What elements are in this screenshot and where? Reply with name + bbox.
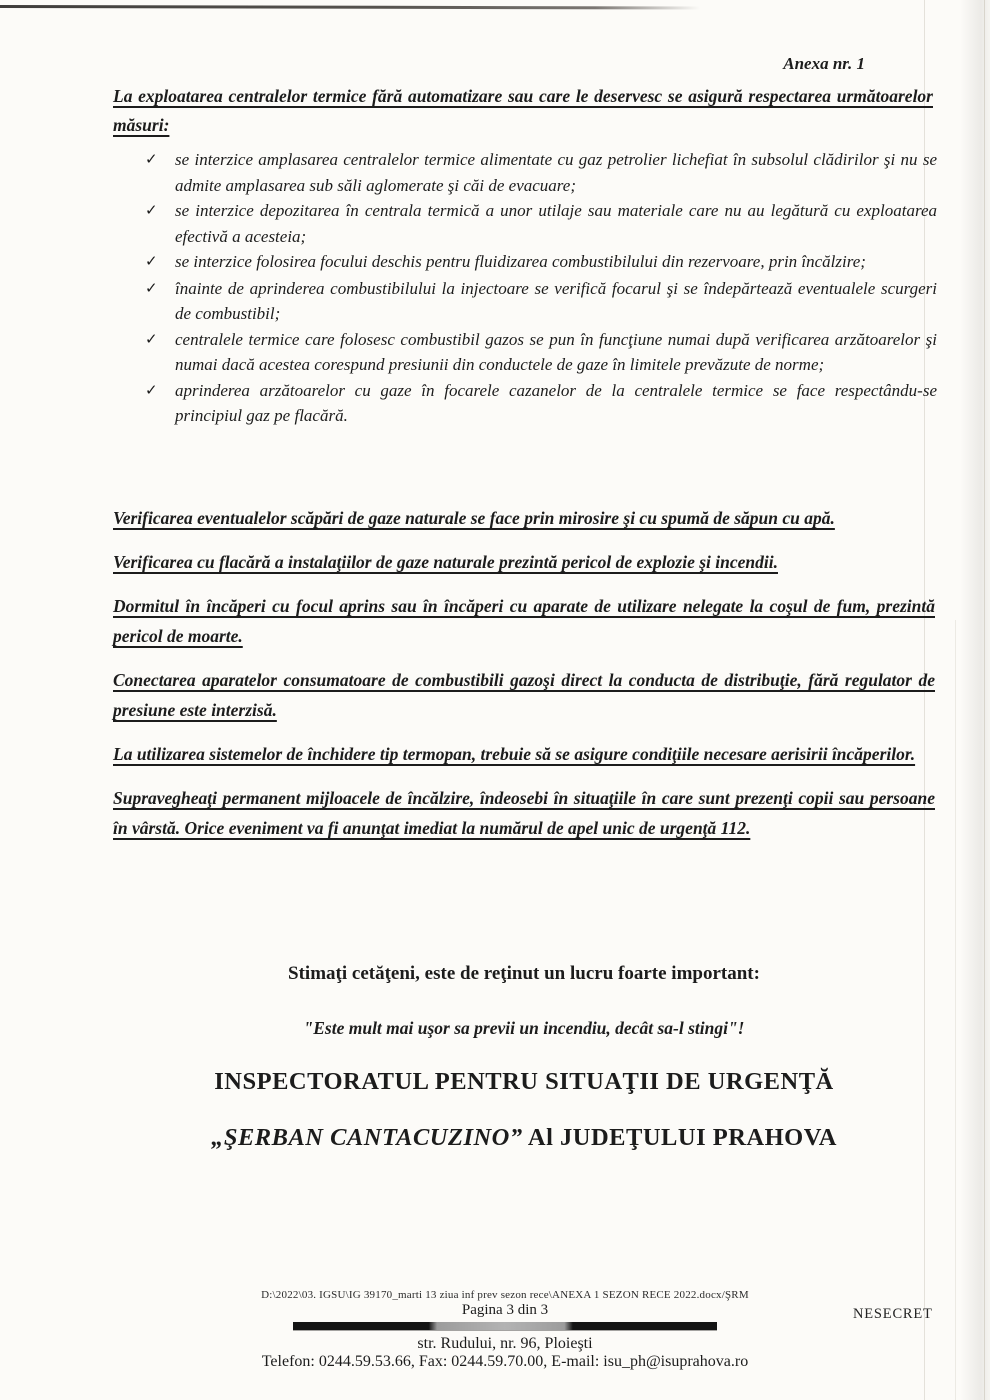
institution-contact: Telefon: 0244.59.53.66, Fax: 0244.59.70.00, E-mail: isu_ph@isuprahova.ro	[261, 1353, 749, 1370]
list-item	[145, 378, 937, 429]
measure-text: se interzice amplasarea centralelor termice alimentate cu gaz petrolier lichefiat în subsolul clădirilor şi nu se admite amplasarea sub săli aglomerate şi căi de evacuare;	[175, 150, 937, 195]
prevention-quote: "Este mult mai uşor sa previi un incendiu, decât sa-l stingi"!	[303, 1018, 745, 1038]
list-item	[145, 276, 937, 327]
measures-list	[113, 147, 937, 429]
measure-text: centralele termice care folosesc combustibil gazos se pun în funcţiune numai după verificarea arzătoarelor şi numai dacă acestea corespund presiunii din conductele de gaze în limitele prevăzute de norme;	[175, 329, 937, 374]
measure-text: se interzice folosirea focului deschis pentru fluidizarea combustibilului din rezervoare, prin încălzire;	[175, 252, 866, 271]
page-number: Pagina 3 din 3	[461, 1302, 549, 1318]
citizens-notice: Stimaţi cetăţeni, este de reţinut un lucru foarte important:	[288, 963, 760, 984]
list-item	[145, 249, 937, 276]
page-edge-line	[984, 0, 985, 1400]
measure-text: înainte de aprinderea combustibilului la injectoare se verifică focarul şi se îndepărtează eventualele scurgeri de combustibil;	[175, 278, 937, 323]
checkmark-icon: ✓	[145, 203, 158, 219]
checkmark-icon: ✓	[145, 382, 158, 399]
checkmark-icon: ✓	[145, 331, 158, 348]
warning-paragraphs	[113, 503, 935, 857]
document-file-path: D:\2022\03. IGSU\IG 39170_marti 13 ziua inf prev sezon rece\ANEXA 1 SEZON RECE 2022.docx/ŞRM	[261, 1289, 749, 1301]
institution-patron-name: „ŞERBAN CANTACUZINO”	[211, 1124, 523, 1151]
warning-paragraph: Conectarea aparatelor consumatoare de combustibili gazoşi direct la conducta de distribuţie, fără regulator de presiune este interzisă.	[113, 670, 935, 720]
institution-name-line1: INSPECTORATUL PENTRU SITUAŢII DE URGENŢĂ	[214, 1068, 834, 1095]
page-edge-shadow	[960, 0, 990, 1400]
warning-paragraph: La utilizarea sistemelor de închidere tip termopan, trebuie să se asigure condiţiile necesare aerisirii încăperilor.	[113, 744, 916, 764]
institution-county: Al JUDEŢULUI PRAHOVA	[522, 1124, 837, 1151]
warning-paragraph: Dormitul în încăperi cu focul aprins sau în încăperi cu aparate de utilizare nelegate la coşul de fum, prezintă pericol de moarte.	[113, 596, 935, 646]
warning-paragraph: Supravegheaţi permanent mijloacele de încălzire, îndeosebi în situaţiile în care sunt prezenţi copii sau persoane în vârstă. Orice eveniment va fi anunţat imediat la numărul de apel unic de urgenţă 112.	[113, 788, 935, 838]
institution-address: str. Rudului, nr. 96, Ploieşti	[417, 1335, 593, 1352]
measure-text: aprinderea arzătoarelor cu gaze în focarele cazanelor de la centralele termice se face respectându-se principiul gaz pe flacără.	[175, 380, 937, 425]
checkmark-icon: ✓	[145, 280, 158, 297]
classification-marking: NESECRET	[853, 1306, 933, 1322]
list-item	[145, 147, 937, 198]
annex-label: Anexa nr. 1	[783, 54, 865, 73]
checkmark-icon: ✓	[145, 152, 158, 168]
list-item	[145, 198, 937, 249]
checkmark-icon: ✓	[145, 254, 158, 270]
scan-edge-artifact-top	[0, 5, 700, 9]
warning-paragraph: Verificarea eventualelor scăpări de gaze naturale se face prin mirosire şi cu spumă de săpun cu apă.	[113, 508, 835, 528]
institution-name-line2	[113, 1124, 935, 1152]
scan-fold-line-2	[955, 620, 956, 1400]
measure-text: se interzice depozitarea în centrala termică a unor utilaje sau materiale care nu au legătură cu exploatarea efectivă a acesteia;	[175, 201, 937, 246]
footer-divider-bar	[293, 1322, 717, 1330]
warning-paragraph: Verificarea cu flacără a instalaţiilor de gaze naturale prezintă pericol de explozie şi incendii.	[113, 552, 778, 572]
page-footer	[180, 1289, 830, 1371]
document-heading: La exploatarea centralelor termice fără automatizare sau care le deservesc se asigură respectarea următoarelor măsuri:	[113, 86, 933, 135]
list-item	[145, 327, 937, 378]
